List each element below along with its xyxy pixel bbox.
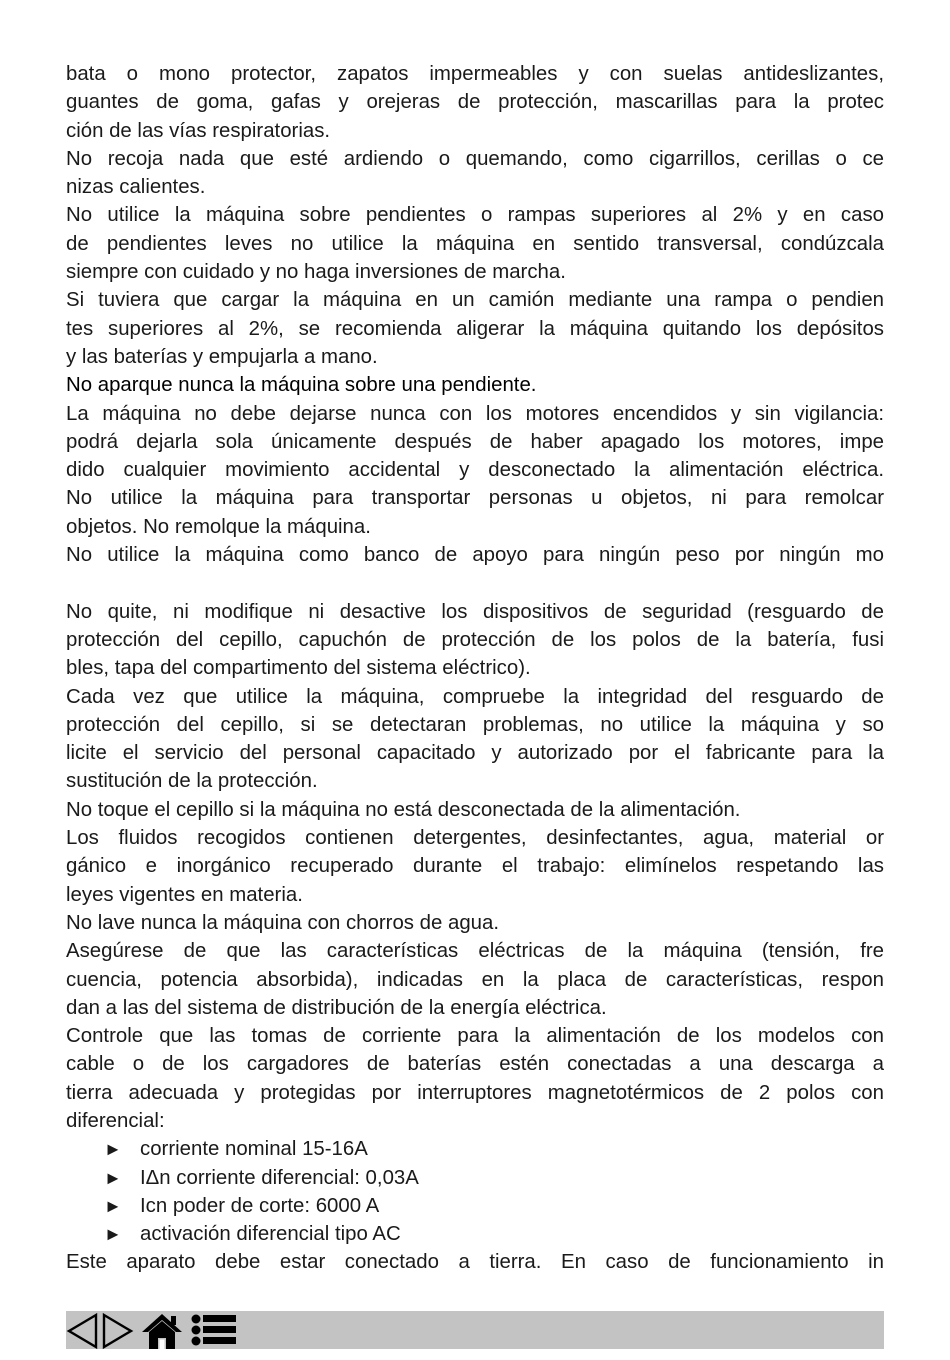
text-line: diferencial:: [66, 1109, 165, 1132]
text-line: Cada vez que utilice la máquina, compruebe la integridad del resguardo de: [66, 685, 884, 708]
bullet-text: corriente nominal 15-16A: [140, 1138, 368, 1161]
text-line: bata o mono protector, zapatos impermeables y con suelas antideslizantes,: [66, 63, 884, 85]
text-line: No utilice la máquina sobre pendientes o rampas superiores al 2% y en caso: [66, 204, 884, 227]
next-page-button[interactable]: [100, 1311, 134, 1351]
text-line: No recoja nada que esté ardiendo o quemando, como cigarrillos, cerillas o ce: [66, 147, 884, 170]
text-line: de pendientes leves no utilice la máquina en sentido transversal, condúzcala: [66, 232, 884, 255]
home-button[interactable]: [140, 1311, 184, 1351]
text-line: No lave nunca la máquina con chorros de agua.: [66, 911, 500, 934]
bullet-item: [66, 1192, 884, 1220]
manual-text: [66, 60, 884, 1277]
text-line: bles, tapa del compartimento del sistema eléctrico).: [66, 657, 531, 680]
text-line: protección del cepillo, si se detectaran problemas, no utilice la máquina y so: [66, 713, 884, 736]
navigation-controls: [66, 1311, 240, 1351]
bullet-item: [66, 1220, 884, 1248]
text-line: Este aparato debe estar conectado a tierra. En caso de funcionamiento in: [66, 1251, 884, 1274]
bullet-arrow-icon: ►: [104, 1139, 122, 1160]
table-of-contents-icon: [190, 1311, 240, 1351]
bullet-arrow-icon: ►: [104, 1167, 122, 1188]
text-line: ción de las vías respiratorias.: [66, 119, 331, 142]
text-line: objetos. No remolque la máquina.: [66, 515, 371, 538]
text-line: tes superiores al 2%, se recomienda aligerar la máquina quitando los depósitos: [66, 317, 884, 340]
text-line: No toque el cepillo si la máquina no está desconectada de la alimentación.: [66, 798, 741, 821]
bullet-item: [66, 1135, 884, 1163]
text-line: No aparque nunca la máquina sobre una pendiente.: [66, 374, 537, 397]
text-line: Controle que las tomas de corriente para la alimentación de los modelos con: [66, 1025, 884, 1048]
bullet-text: activación diferencial tipo AC: [140, 1223, 401, 1246]
text-line: sustitución de la protección.: [66, 770, 318, 793]
text-line: podrá dejarla sola únicamente después de haber apagado los motores, impe: [66, 430, 884, 453]
text-line: y las baterías y empujarla a mano.: [66, 345, 378, 368]
text-line: gánico e inorgánico recuperado durante el trabajo: elimínelos respetando las: [66, 855, 884, 878]
text-line: licite el servicio del personal capacitado y autorizado por el fabricante para la: [66, 742, 884, 765]
text-line: cable o de los cargadores de baterías estén conectadas a una descarga a: [66, 1053, 884, 1076]
prev-page-button[interactable]: [66, 1311, 100, 1351]
text-line: nizas calientes.: [66, 176, 206, 199]
text-line: cuencia, potencia absorbida), indicadas en la placa de características, respon: [66, 968, 884, 991]
text-line: No utilice la máquina para transportar personas u objetos, ni para remolcar: [66, 487, 884, 510]
bullet-text: Icn poder de corte: 6000 A: [140, 1194, 380, 1217]
text-line: Asegúrese de que las características eléctricas de la máquina (tensión, fre: [66, 940, 884, 963]
blank-line: [66, 569, 884, 597]
text-line: No utilice la máquina como banco de apoyo para ningún peso por ningún mo: [66, 544, 884, 567]
bullet-text: IΔn corriente diferencial: 0,03A: [140, 1166, 419, 1189]
text-line: leyes vigentes en materia.: [66, 883, 303, 906]
text-line: Los fluidos recogidos contienen detergentes, desinfectantes, agua, material or: [66, 827, 884, 850]
table-of-contents-button[interactable]: [190, 1311, 240, 1351]
text-line: La máquina no debe dejarse nunca con los motores encendidos y sin vigilancia:: [66, 402, 884, 425]
bullet-item: [66, 1164, 884, 1192]
next-page-icon: [100, 1311, 134, 1351]
text-line: siempre con cuidado y no haga inversiones de marcha.: [66, 261, 566, 284]
text-line: guantes de goma, gafas y orejeras de protección, mascarillas para la protec: [66, 91, 884, 114]
text-line: Si tuviera que cargar la máquina en un camión mediante una rampa o pendien: [66, 289, 884, 312]
text-line: protección del cepillo, capuchón de protección de los polos de la batería, fusi: [66, 628, 884, 651]
text-line: dan a las del sistema de distribución de la energía eléctrica.: [66, 996, 607, 1019]
bullet-arrow-icon: ►: [104, 1195, 122, 1216]
text-line: tierra adecuada y protegidas por interruptores magnetotérmicos de 2 polos con: [66, 1081, 884, 1104]
bullet-arrow-icon: ►: [104, 1224, 122, 1245]
home-icon: [140, 1311, 184, 1351]
prev-page-icon: [66, 1311, 100, 1351]
text-line: No quite, ni modifique ni desactive los dispositivos de seguridad (resguardo de: [66, 600, 884, 623]
text-line: dido cualquier movimiento accidental y desconectado la alimentación eléctrica.: [66, 459, 884, 482]
